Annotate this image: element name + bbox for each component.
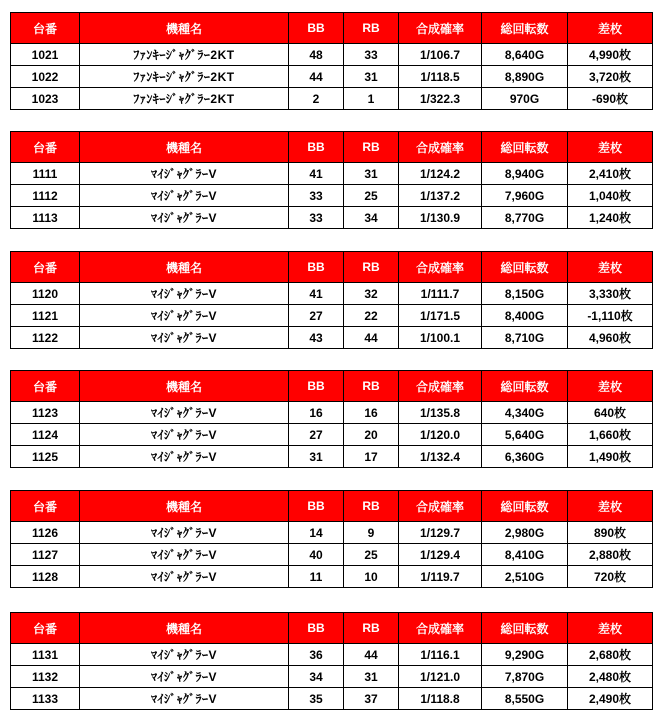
header-diff: 差枚 — [568, 13, 653, 44]
cell-prob: 1/119.7 — [399, 566, 482, 588]
cell-bb: 36 — [289, 644, 344, 666]
header-diff: 差枚 — [568, 132, 653, 163]
header-bb: BB — [289, 252, 344, 283]
cell-name: ﾏｲｼﾞｬｸﾞﾗｰV — [80, 402, 289, 424]
cell-rb: 16 — [344, 402, 399, 424]
cell-rb: 25 — [344, 185, 399, 207]
header-no: 台番 — [11, 13, 80, 44]
cell-diff: -1,110枚 — [568, 305, 653, 327]
cell-bb: 41 — [289, 163, 344, 185]
cell-diff: 1,240枚 — [568, 207, 653, 229]
header-name: 機種名 — [80, 613, 289, 644]
cell-name: ﾏｲｼﾞｬｸﾞﾗｰV — [80, 666, 289, 688]
cell-prob: 1/124.2 — [399, 163, 482, 185]
cell-games: 8,410G — [482, 544, 568, 566]
cell-games: 8,400G — [482, 305, 568, 327]
cell-no: 1022 — [11, 66, 80, 88]
header-prob: 合成確率 — [399, 371, 482, 402]
cell-diff: 2,680枚 — [568, 644, 653, 666]
header-games: 総回転数 — [482, 252, 568, 283]
cell-diff: 4,990枚 — [568, 44, 653, 66]
cell-no: 1132 — [11, 666, 80, 688]
cell-bb: 33 — [289, 185, 344, 207]
header-bb: BB — [289, 132, 344, 163]
cell-games: 970G — [482, 88, 568, 110]
cell-no: 1111 — [11, 163, 80, 185]
table-row — [11, 327, 653, 349]
cell-no: 1120 — [11, 283, 80, 305]
cell-name: ﾏｲｼﾞｬｸﾞﾗｰV — [80, 446, 289, 468]
cell-rb: 44 — [344, 644, 399, 666]
table-row — [11, 666, 653, 688]
table-row — [11, 424, 653, 446]
table-row — [11, 522, 653, 544]
cell-games: 8,940G — [482, 163, 568, 185]
cell-prob: 1/129.7 — [399, 522, 482, 544]
cell-games: 7,870G — [482, 666, 568, 688]
header-name: 機種名 — [80, 371, 289, 402]
header-name: 機種名 — [80, 491, 289, 522]
cell-prob: 1/171.5 — [399, 305, 482, 327]
cell-name: ﾏｲｼﾞｬｸﾞﾗｰV — [80, 283, 289, 305]
cell-name: ﾌｧﾝｷｰｼﾞｬｸﾞﾗｰ2KT — [80, 66, 289, 88]
header-games: 総回転数 — [482, 491, 568, 522]
cell-prob: 1/129.4 — [399, 544, 482, 566]
cell-games: 8,150G — [482, 283, 568, 305]
header-games: 総回転数 — [482, 371, 568, 402]
cell-games: 8,890G — [482, 66, 568, 88]
header-no: 台番 — [11, 491, 80, 522]
cell-bb: 31 — [289, 446, 344, 468]
header-name: 機種名 — [80, 13, 289, 44]
machine-table-3 — [10, 251, 653, 349]
cell-bb: 44 — [289, 66, 344, 88]
table-row — [11, 44, 653, 66]
header-games: 総回転数 — [482, 13, 568, 44]
table-row — [11, 688, 653, 710]
cell-rb: 22 — [344, 305, 399, 327]
cell-bb: 43 — [289, 327, 344, 349]
machine-table-5 — [10, 490, 653, 588]
cell-prob: 1/116.1 — [399, 644, 482, 666]
machine-table-1 — [10, 12, 653, 110]
cell-prob: 1/118.8 — [399, 688, 482, 710]
cell-rb: 44 — [344, 327, 399, 349]
table-row — [11, 566, 653, 588]
cell-rb: 31 — [344, 163, 399, 185]
cell-rb: 31 — [344, 66, 399, 88]
cell-prob: 1/132.4 — [399, 446, 482, 468]
table-row — [11, 305, 653, 327]
cell-no: 1023 — [11, 88, 80, 110]
cell-name: ﾏｲｼﾞｬｸﾞﾗｰV — [80, 327, 289, 349]
cell-diff: 1,040枚 — [568, 185, 653, 207]
header-prob: 合成確率 — [399, 13, 482, 44]
cell-prob: 1/111.7 — [399, 283, 482, 305]
machine-table-4 — [10, 370, 653, 468]
cell-rb: 10 — [344, 566, 399, 588]
header-no: 台番 — [11, 613, 80, 644]
cell-bb: 33 — [289, 207, 344, 229]
table-row — [11, 185, 653, 207]
header-rb: RB — [344, 13, 399, 44]
cell-bb: 41 — [289, 283, 344, 305]
table-header-row — [11, 13, 653, 44]
cell-name: ﾏｲｼﾞｬｸﾞﾗｰV — [80, 566, 289, 588]
cell-no: 1128 — [11, 566, 80, 588]
cell-bb: 11 — [289, 566, 344, 588]
header-rb: RB — [344, 371, 399, 402]
table-row — [11, 402, 653, 424]
cell-rb: 25 — [344, 544, 399, 566]
cell-rb: 31 — [344, 666, 399, 688]
cell-games: 4,340G — [482, 402, 568, 424]
cell-rb: 34 — [344, 207, 399, 229]
header-diff: 差枚 — [568, 613, 653, 644]
cell-diff: 890枚 — [568, 522, 653, 544]
cell-rb: 17 — [344, 446, 399, 468]
header-bb: BB — [289, 613, 344, 644]
header-prob: 合成確率 — [399, 132, 482, 163]
header-diff: 差枚 — [568, 252, 653, 283]
cell-no: 1121 — [11, 305, 80, 327]
header-no: 台番 — [11, 252, 80, 283]
cell-games: 6,360G — [482, 446, 568, 468]
cell-name: ﾏｲｼﾞｬｸﾞﾗｰV — [80, 185, 289, 207]
cell-no: 1021 — [11, 44, 80, 66]
cell-rb: 37 — [344, 688, 399, 710]
header-no: 台番 — [11, 371, 80, 402]
cell-no: 1122 — [11, 327, 80, 349]
header-name: 機種名 — [80, 132, 289, 163]
cell-name: ﾏｲｼﾞｬｸﾞﾗｰV — [80, 544, 289, 566]
cell-diff: 2,480枚 — [568, 666, 653, 688]
cell-bb: 48 — [289, 44, 344, 66]
cell-games: 2,510G — [482, 566, 568, 588]
header-prob: 合成確率 — [399, 491, 482, 522]
table-row — [11, 207, 653, 229]
header-bb: BB — [289, 491, 344, 522]
cell-name: ﾏｲｼﾞｬｸﾞﾗｰV — [80, 688, 289, 710]
cell-prob: 1/120.0 — [399, 424, 482, 446]
machine-table-6 — [10, 612, 653, 710]
cell-diff: 640枚 — [568, 402, 653, 424]
cell-no: 1125 — [11, 446, 80, 468]
cell-prob: 1/137.2 — [399, 185, 482, 207]
cell-rb: 9 — [344, 522, 399, 544]
cell-name: ﾏｲｼﾞｬｸﾞﾗｰV — [80, 644, 289, 666]
cell-name: ﾏｲｼﾞｬｸﾞﾗｰV — [80, 522, 289, 544]
table-header-row — [11, 371, 653, 402]
cell-diff: 3,720枚 — [568, 66, 653, 88]
cell-bb: 16 — [289, 402, 344, 424]
cell-bb: 27 — [289, 305, 344, 327]
cell-games: 8,640G — [482, 44, 568, 66]
table-row — [11, 544, 653, 566]
machine-table-2 — [10, 131, 653, 229]
cell-prob: 1/322.3 — [399, 88, 482, 110]
cell-games: 7,960G — [482, 185, 568, 207]
cell-bb: 27 — [289, 424, 344, 446]
cell-name: ﾏｲｼﾞｬｸﾞﾗｰV — [80, 207, 289, 229]
cell-diff: 3,330枚 — [568, 283, 653, 305]
cell-bb: 40 — [289, 544, 344, 566]
cell-bb: 34 — [289, 666, 344, 688]
cell-games: 8,550G — [482, 688, 568, 710]
cell-no: 1112 — [11, 185, 80, 207]
cell-diff: -690枚 — [568, 88, 653, 110]
cell-no: 1126 — [11, 522, 80, 544]
table-row — [11, 644, 653, 666]
cell-prob: 1/100.1 — [399, 327, 482, 349]
cell-no: 1124 — [11, 424, 80, 446]
cell-no: 1113 — [11, 207, 80, 229]
table-row — [11, 88, 653, 110]
table-row — [11, 66, 653, 88]
cell-games: 2,980G — [482, 522, 568, 544]
cell-bb: 2 — [289, 88, 344, 110]
cell-diff: 2,490枚 — [568, 688, 653, 710]
header-games: 総回転数 — [482, 613, 568, 644]
cell-no: 1127 — [11, 544, 80, 566]
cell-games: 8,770G — [482, 207, 568, 229]
cell-name: ﾌｧﾝｷｰｼﾞｬｸﾞﾗｰ2KT — [80, 88, 289, 110]
cell-no: 1131 — [11, 644, 80, 666]
cell-rb: 20 — [344, 424, 399, 446]
table-row — [11, 446, 653, 468]
table-header-row — [11, 252, 653, 283]
header-diff: 差枚 — [568, 371, 653, 402]
header-rb: RB — [344, 252, 399, 283]
cell-name: ﾌｧﾝｷｰｼﾞｬｸﾞﾗｰ2KT — [80, 44, 289, 66]
header-rb: RB — [344, 491, 399, 522]
cell-diff: 1,490枚 — [568, 446, 653, 468]
cell-rb: 33 — [344, 44, 399, 66]
cell-bb: 14 — [289, 522, 344, 544]
header-prob: 合成確率 — [399, 613, 482, 644]
header-name: 機種名 — [80, 252, 289, 283]
cell-name: ﾏｲｼﾞｬｸﾞﾗｰV — [80, 424, 289, 446]
table-row — [11, 163, 653, 185]
cell-rb: 1 — [344, 88, 399, 110]
header-no: 台番 — [11, 132, 80, 163]
header-prob: 合成確率 — [399, 252, 482, 283]
cell-prob: 1/106.7 — [399, 44, 482, 66]
cell-prob: 1/118.5 — [399, 66, 482, 88]
table-header-row — [11, 132, 653, 163]
cell-name: ﾏｲｼﾞｬｸﾞﾗｰV — [80, 163, 289, 185]
cell-diff: 2,410枚 — [568, 163, 653, 185]
cell-games: 5,640G — [482, 424, 568, 446]
cell-diff: 4,960枚 — [568, 327, 653, 349]
table-row — [11, 283, 653, 305]
cell-prob: 1/121.0 — [399, 666, 482, 688]
header-games: 総回転数 — [482, 132, 568, 163]
cell-games: 8,710G — [482, 327, 568, 349]
header-diff: 差枚 — [568, 491, 653, 522]
header-rb: RB — [344, 132, 399, 163]
cell-name: ﾏｲｼﾞｬｸﾞﾗｰV — [80, 305, 289, 327]
header-rb: RB — [344, 613, 399, 644]
cell-diff: 2,880枚 — [568, 544, 653, 566]
cell-games: 9,290G — [482, 644, 568, 666]
cell-prob: 1/130.9 — [399, 207, 482, 229]
cell-no: 1133 — [11, 688, 80, 710]
cell-no: 1123 — [11, 402, 80, 424]
cell-rb: 32 — [344, 283, 399, 305]
table-header-row — [11, 491, 653, 522]
header-bb: BB — [289, 371, 344, 402]
table-header-row — [11, 613, 653, 644]
cell-diff: 1,660枚 — [568, 424, 653, 446]
header-bb: BB — [289, 13, 344, 44]
cell-diff: 720枚 — [568, 566, 653, 588]
cell-bb: 35 — [289, 688, 344, 710]
cell-prob: 1/135.8 — [399, 402, 482, 424]
